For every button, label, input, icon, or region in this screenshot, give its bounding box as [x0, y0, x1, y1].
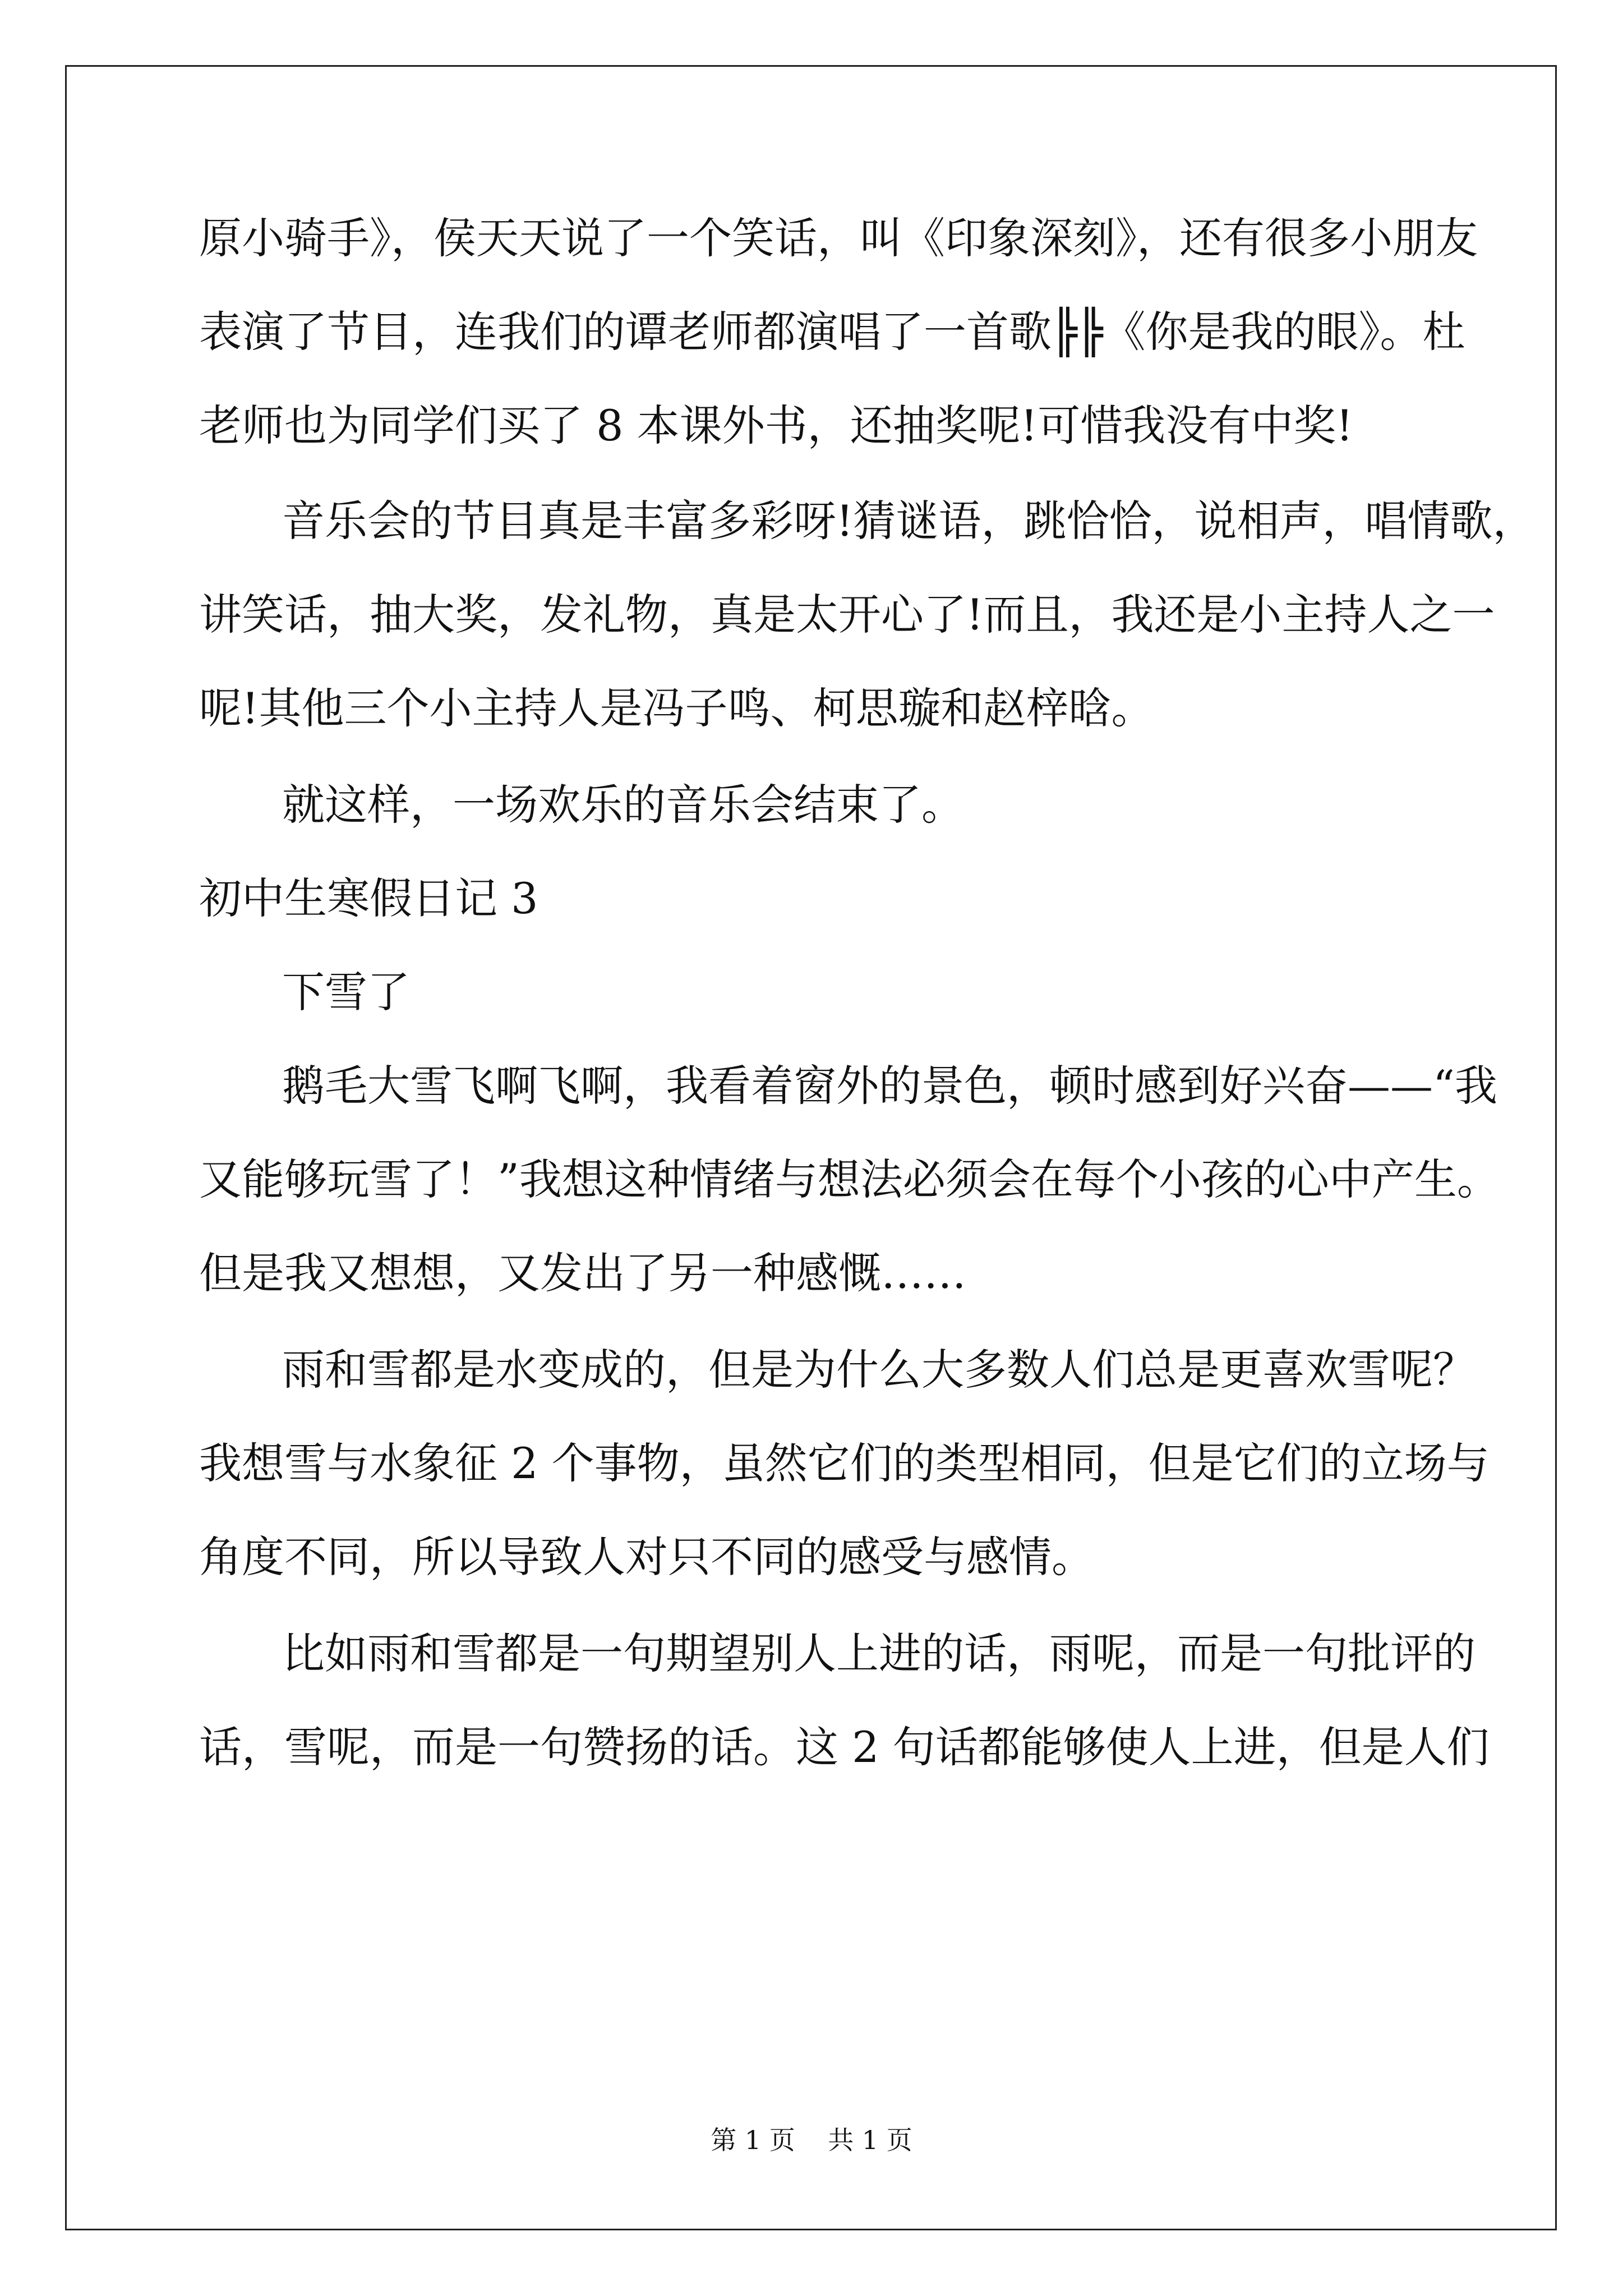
text-line: 表演了节目，连我们的谭老师都演唱了一首歌╠╠《你是我的眼》。杜	[199, 307, 1465, 357]
text-line: 话，雪呢，而是一句赞扬的话。这 2 句话都能够使人上进，但是人们	[199, 1722, 1490, 1772]
text-line: 但是我又想想，又发出了另一种感慨……	[199, 1248, 966, 1298]
entry-title: 下雪了	[282, 967, 410, 1017]
text-line: 呢!其他三个小主持人是冯子鸣、柯思璇和赵梓晗。	[199, 683, 1154, 733]
text-line: 我想雪与水象征 2 个事物，虽然它们的类型相同，但是它们的立场与	[199, 1438, 1490, 1488]
text-line: 原小骑手》，侯天天说了一个笑话，叫《印象深刻》，还有很多小朋友	[199, 213, 1478, 263]
page-number: 第 1 页 共 1 页	[711, 2125, 912, 2155]
paragraph-start: 鹅毛大雪飞啊飞啊，我看着窗外的景色，顿时感到好兴奋——“我	[282, 1061, 1497, 1111]
text-line: 又能够玩雪了！”我想这种情绪与想法必须会在每个小孩的心中产生。	[199, 1154, 1500, 1204]
text-line: 角度不同，所以导致人对只不同的感受与感情。	[199, 1532, 1094, 1582]
paragraph-start: 就这样，一场欢乐的音乐会结束了。	[282, 780, 964, 830]
paragraph-start: 音乐会的节目真是丰富多彩呀!猜谜语，跳恰恰，说相声，唱情歌，	[282, 496, 1536, 546]
text-line: 讲笑话，抽大奖，发礼物，真是太开心了!而且，我还是小主持人之一	[199, 590, 1495, 639]
text-line: 老师也为同学们买了 8 本课外书，还抽奖呢!可惜我没有中奖!	[199, 401, 1353, 450]
page-frame	[65, 65, 1557, 2230]
paragraph-start: 比如雨和雪都是一句期望别人上进的话，雨呢，而是一句批评的	[282, 1628, 1476, 1678]
paragraph-start: 雨和雪都是水变成的，但是为什么大多数人们总是更喜欢雪呢？	[282, 1345, 1476, 1395]
section-heading: 初中生寒假日记 3	[199, 873, 538, 923]
